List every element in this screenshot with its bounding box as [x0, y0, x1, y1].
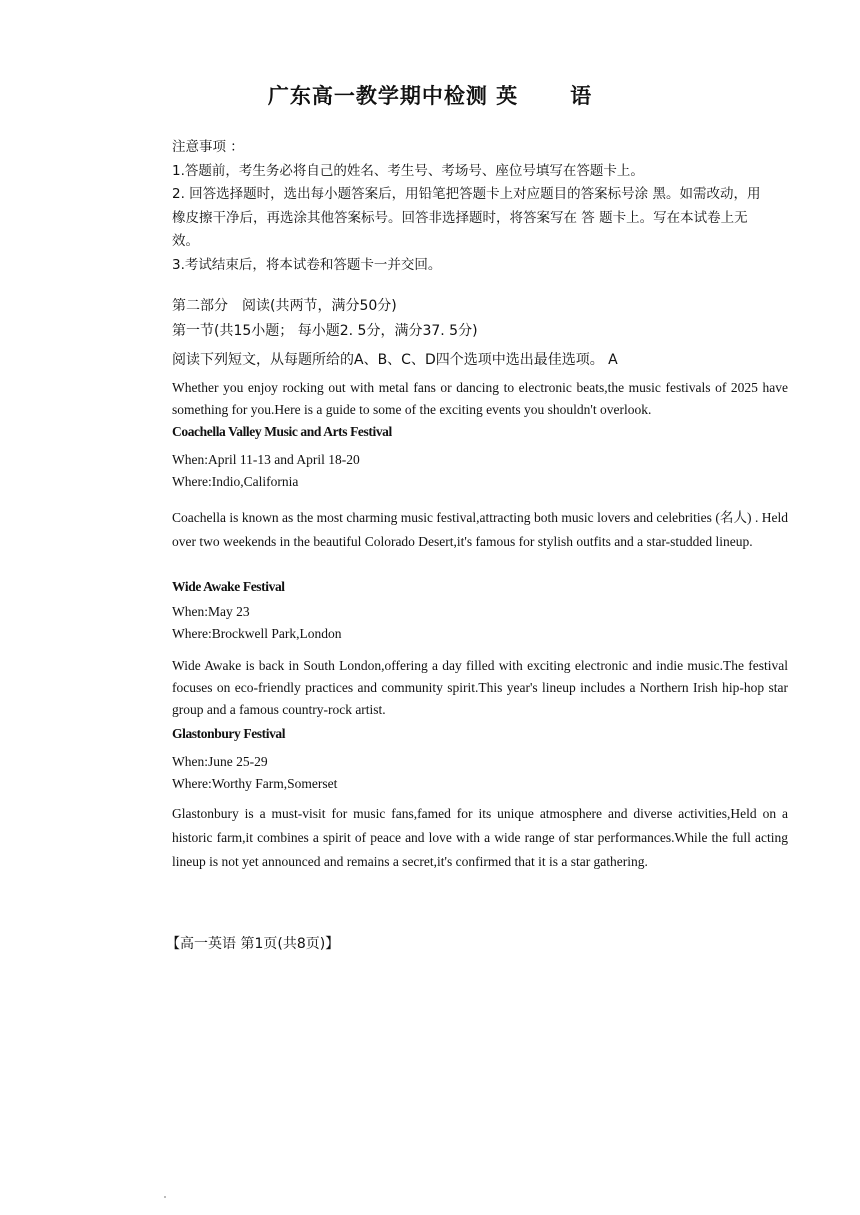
section-heading: 第一节(共15小题； 每小题2. 5分，满分37. 5分): [172, 323, 478, 339]
festival-2-desc: [172, 655, 788, 721]
scan-dot: [164, 1196, 166, 1198]
intro-text: Whether you enjoy rocking out with metal fans or dancing to electronic beats,the music festivals of 2025 have something for you.Here is a guide to some of the exciting events you shouldn't overlook.: [172, 380, 788, 417]
festival-2-name: Wide Awake Festival: [172, 579, 285, 594]
festival-3-name: Glastonbury Festival: [172, 726, 286, 741]
festival-3-desc: [172, 802, 788, 874]
festival-3-meta: [172, 751, 337, 795]
festival-1-desc: [172, 506, 788, 554]
festival-1-when: When:April 11-13 and April 18-20: [172, 452, 360, 467]
page-footer: 【高一英语 第1页(共8页)】: [166, 936, 340, 952]
notes-item-2: 2. 回答选择题时，选出每小题答案后，用铅笔把答题卡上对应题目的答案标号涂 黑。如需改动，用橡皮擦干净后，再选涂其他答案标号。回答非选择题时，将答案写在 答 题卡上。写在本试卷上无效。: [172, 186, 761, 249]
festival-3-where: Where:Worthy Farm,Somerset: [172, 776, 338, 791]
festival-1-desc-text: Coachella is known as the most charming music festival,attracting both music lovers and celebrities (名人) . Held over two weekends in the beautiful Colorado Desert,it's famous for stylish outfits and a star-studded lineup.: [172, 510, 788, 549]
festival-1-meta: [172, 449, 360, 493]
notes-heading: 注意事项 ：: [172, 139, 244, 155]
page-title: [0, 80, 860, 110]
festival-1-where: Where:Indio,California: [172, 474, 299, 489]
instruction: 阅读下列短文，从每题所给的A、B、C、D四个选项中选出最佳选项。 A: [172, 352, 618, 368]
festival-3-desc-text: Glastonbury is a must-visit for music fans,famed for its unique atmosphere and diverse activities,Held on a historic farm,it combines a spirit of peace and love with a wide range of star performances.While the full acting lineup is not yet announced and remains a secret,it's confirmed that it is a star gathering.: [172, 806, 788, 869]
notes-item-3: 3.考试结束后，将本试卷和答题卡一并交回。: [172, 256, 442, 273]
festival-1-name: Coachella Valley Music and Arts Festival: [172, 424, 392, 439]
notes-item-1: 1.答题前，考生务必将自己的姓名、考生号、考场号、座位号填写在答题卡上。: [172, 162, 644, 179]
title-last: 语: [570, 84, 593, 108]
festival-2-desc-text: Wide Awake is back in South London,offering a day filled with exciting electronic and indie music.The festival focuses on eco-friendly practices and community spirit.This year's lineup includes a Northern Irish hip-hop star group and a famous country-rock artist.: [172, 658, 788, 717]
festival-2-when: When:May 23: [172, 604, 250, 619]
notes-block: [172, 136, 762, 277]
part-heading: 第二部分 阅读(共两节，满分50分): [172, 298, 397, 314]
festival-3-when: When:June 25-29: [172, 754, 268, 769]
intro-paragraph: [172, 377, 788, 421]
festival-2-where: Where:Brockwell Park,London: [172, 626, 342, 641]
festival-2-meta: [172, 601, 341, 645]
title-main: 广东高一教学期中检测 英: [267, 84, 519, 108]
